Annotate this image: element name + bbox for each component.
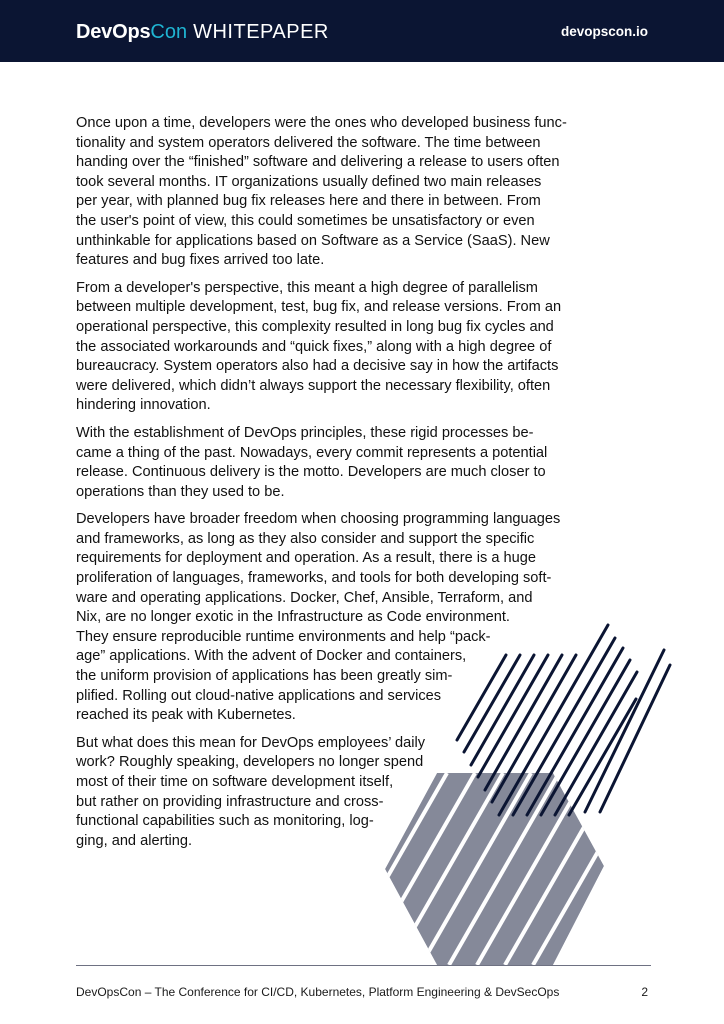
text-line: proliferation of languages, frameworks, and tools for both developing soft- [76, 570, 552, 587]
text-line: bureaucracy. System operators also had a decisive say in how the artifacts [76, 358, 559, 375]
text-line: unthinkable for applications based on Software as a Service (SaaS). New [76, 232, 550, 249]
text-line: reached its peak with Kubernetes. [76, 707, 296, 724]
footer-text: DevOpsCon – The Conference for CI/CD, Kubernetes, Platform Engineering & DevSecOps [76, 985, 560, 999]
text-line: release. Continuous delivery is the motto. Developers are much closer to [76, 464, 546, 481]
text-line: and frameworks, as long as they also consider and support the specific [76, 530, 535, 547]
brand-con: Con [150, 21, 188, 43]
brand-devops: DevOps [76, 21, 151, 43]
text-line: came a thing of the past. Nowadays, every commit represents a potential [76, 444, 548, 461]
text-line: between multiple development, test, bug fix, and release versions. From an [76, 299, 562, 316]
text-line: From a developer's perspective, this meant a high degree of parallelism [76, 279, 538, 296]
brand-logo [76, 19, 329, 45]
text-line: most of their time on software development itself, [76, 774, 394, 790]
text-line: but rather on providing infrastructure and cross- [76, 793, 384, 810]
footer-divider [76, 965, 651, 966]
paragraph-3 [76, 424, 560, 502]
text-line: operations than they used to be. [76, 483, 285, 500]
text-line: Once upon a time, developers were the ones who developed business func- [76, 115, 567, 131]
text-line: ging, and alerting. [76, 832, 193, 849]
text-line: were delivered, which didn’t always support the necessary flexibility, often [76, 377, 551, 394]
paragraph-1 [76, 114, 567, 271]
text-line: features and bug fixes arrived too late. [76, 252, 325, 269]
page-header [0, 0, 724, 62]
page-number: 2 [641, 985, 648, 999]
text-line: Nix, are no longer exotic in the Infrastructure as Code environment. [76, 609, 510, 626]
text-line: operational perspective, this complexity resulted in long bug fix cycles and [76, 318, 554, 335]
text-line: work? Roughly speaking, developers no longer spend [76, 754, 424, 771]
text-line: handing over the “finished” software and delivering a release to users often [76, 154, 560, 171]
paragraph-2 [76, 279, 560, 416]
doc-type-label: WHITEPAPER [193, 21, 329, 43]
hexagon-shape [380, 773, 671, 965]
decorative-hexagon-stripes-graphic [380, 615, 680, 975]
text-line: requirements for deployment and operation. As a result, there is a huge [76, 550, 536, 567]
text-line: They ensure reproducible runtime environments and help “pack- [76, 628, 491, 645]
text-line: functional capabilities such as monitoring, log- [76, 813, 374, 830]
text-line: ware and operating applications. Docker, Chef, Ansible, Terraform, and [76, 589, 533, 606]
text-line: hindering innovation. [76, 397, 211, 414]
site-link[interactable]: devopscon.io [560, 24, 648, 39]
text-line: tionality and system operators delivered the software. The time between [76, 134, 541, 151]
text-line: the user's point of view, this could sometimes be unsatisfactory or even [76, 212, 535, 229]
text-line: age” applications. With the advent of Docker and containers, [76, 648, 467, 665]
text-line: the associated workarounds and “quick fixes,” along with a high degree of [76, 338, 552, 355]
text-line: But what does this mean for DevOps employees’ daily [76, 734, 426, 751]
text-line: plified. Rolling out cloud-native applications and services [76, 687, 442, 704]
text-line: With the establishment of DevOps principles, these rigid processes be- [76, 424, 534, 441]
text-line: took several months. IT organizations usually defined two main releases [76, 173, 542, 190]
text-line: Developers have broader freedom when choosing programming languages [76, 511, 561, 528]
text-line: per year, with planned bug fix releases here and there in between. From [76, 193, 541, 210]
text-line: the uniform provision of applications has been greatly sim- [76, 668, 453, 685]
